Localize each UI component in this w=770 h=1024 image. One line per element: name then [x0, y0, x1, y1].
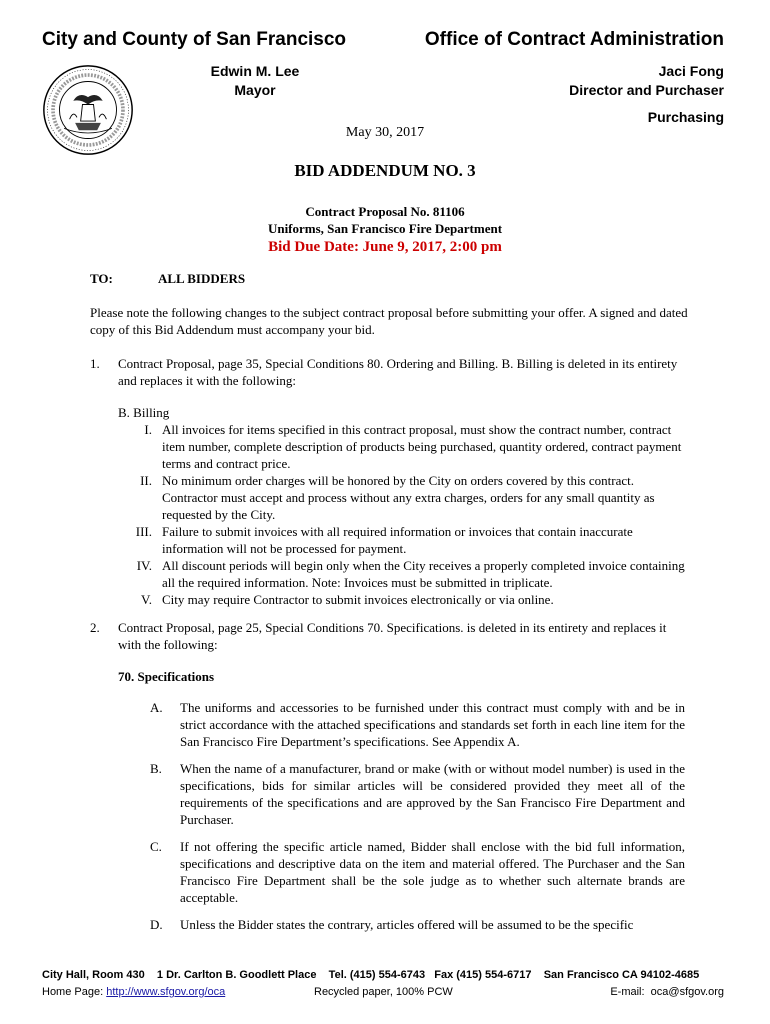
spec-point-text: The uniforms and accessories to be furnished under this contract must comply with and be in strict accordance with the attached specifications and standards set forth in each line item for the San Francisco Fire Department’s specifications. See Appendix A.: [180, 700, 685, 749]
item-1: [90, 355, 690, 389]
director-title: Director and Purchaser: [569, 82, 724, 98]
billing-section: [118, 404, 690, 608]
spec-point-b: [150, 760, 685, 828]
billing-point-number: III.: [135, 524, 152, 539]
item-2-text: Contract Proposal, page 25, Special Conditions 70. Specifications. is deleted in its entirety and replaces it with the following:: [118, 620, 667, 652]
recycled-note: Recycled paper, 100% PCW: [314, 986, 453, 998]
footer-email: E-mail: oca@sfgov.org: [610, 986, 724, 998]
item-2: [90, 619, 690, 653]
spec-point-text: When the name of a manufacturer, brand or make (with or without model number) is used in the specifications, bids for similar articles will be considered provided they meet all of the requirements of the specifications and are approved by the San Francisco Fire Department and Purchaser.: [180, 761, 685, 827]
proposal-number: Contract Proposal No. 81106: [305, 204, 465, 219]
proposal-subject: Uniforms, San Francisco Fire Department: [267, 221, 503, 236]
spec-point-a: [150, 699, 685, 750]
mayor-title: Mayor: [234, 82, 276, 98]
spec-point-number: D.: [150, 917, 163, 932]
spec-point-text: Unless the Bidder states the contrary, articles offered will be assumed to be the specific: [180, 917, 634, 932]
billing-point-text: City may require Contractor to submit invoices electronically or via online.: [162, 592, 554, 607]
spec-point-text: If not offering the specific article named, Bidder shall enclose with the bid full information, specifications and descriptive data on the item and material offered. The Purchaser and the San Francisco Fire Department shall be the sole judge as to whether such alternate brands are acceptable.: [180, 839, 685, 905]
division-label: Purchasing: [647, 109, 724, 125]
billing-point-text: All discount periods will begin only when the City receives a properly completed invoice containing all the required information. Note: Invoices must be submitted in triplicate.: [162, 558, 685, 590]
letter-date: May 30, 2017: [345, 125, 425, 140]
spec-point-c: [150, 838, 685, 906]
item-1-text: Contract Proposal, page 35, Special Conditions 80. Ordering and Billing. B. Billing is deleted in its entirety and replaces it with the following:: [118, 356, 678, 388]
city-county-title: City and County of San Francisco: [42, 29, 347, 50]
spec-point-number: C.: [150, 839, 162, 854]
spec-point-number: A.: [150, 700, 163, 715]
bid-due-date: Bid Due Date: June 9, 2017, 2:00 pm: [268, 239, 502, 255]
billing-heading: B. Billing: [118, 405, 170, 420]
item-2-number: 2.: [90, 620, 100, 635]
home-page-link[interactable]: http://www.sfgov.org/oca: [106, 986, 226, 998]
addendum-title: BID ADDENDUM NO. 3: [294, 161, 476, 180]
billing-point-number: I.: [144, 422, 152, 437]
billing-point-text: No minimum order charges will be honored by the City on orders covered by this contract. Contractor must accept and process without any extra charges, orders for any small quantity as requested by the City.: [162, 473, 655, 522]
billing-point-number: IV.: [136, 558, 152, 573]
item-1-number: 1.: [90, 356, 100, 371]
to-label: TO:: [90, 271, 113, 286]
billing-point-text: All invoices for items specified in this contract proposal, must show the contract number, contract item number, complete description of products being purchased, quantity ordered, contract payment terms and contract price.: [162, 422, 682, 471]
spec-point-d: [150, 916, 685, 933]
billing-point-number: II.: [140, 473, 152, 488]
intro-paragraph: Please note the following changes to the subject contract proposal before submitting your offer. A signed and dated copy of this Bid Addendum must accompany your bid.: [90, 305, 688, 337]
footer-home: [42, 985, 225, 1000]
office-title: Office of Contract Administration: [424, 29, 724, 50]
mayor-name: Edwin M. Lee: [210, 63, 300, 79]
city-seal-icon: [42, 64, 134, 156]
director-name: Jaci Fong: [658, 63, 724, 79]
to-value: ALL BIDDERS: [158, 271, 246, 286]
footer-address: City Hall, Room 430 1 Dr. Carlton B. Goodlett Place Tel. (415) 554-6743 Fax (415) 554-6717 San Francisco CA 94102-4685: [42, 969, 700, 981]
spec-point-number: B.: [150, 761, 162, 776]
billing-point-text: Failure to submit invoices with all required information or invoices that contain inaccurate information will not be processed for payment.: [162, 524, 633, 556]
home-page-label: Home Page:: [42, 986, 104, 998]
billing-point-number: V.: [141, 592, 152, 607]
specifications-heading: 70. Specifications: [118, 669, 215, 684]
